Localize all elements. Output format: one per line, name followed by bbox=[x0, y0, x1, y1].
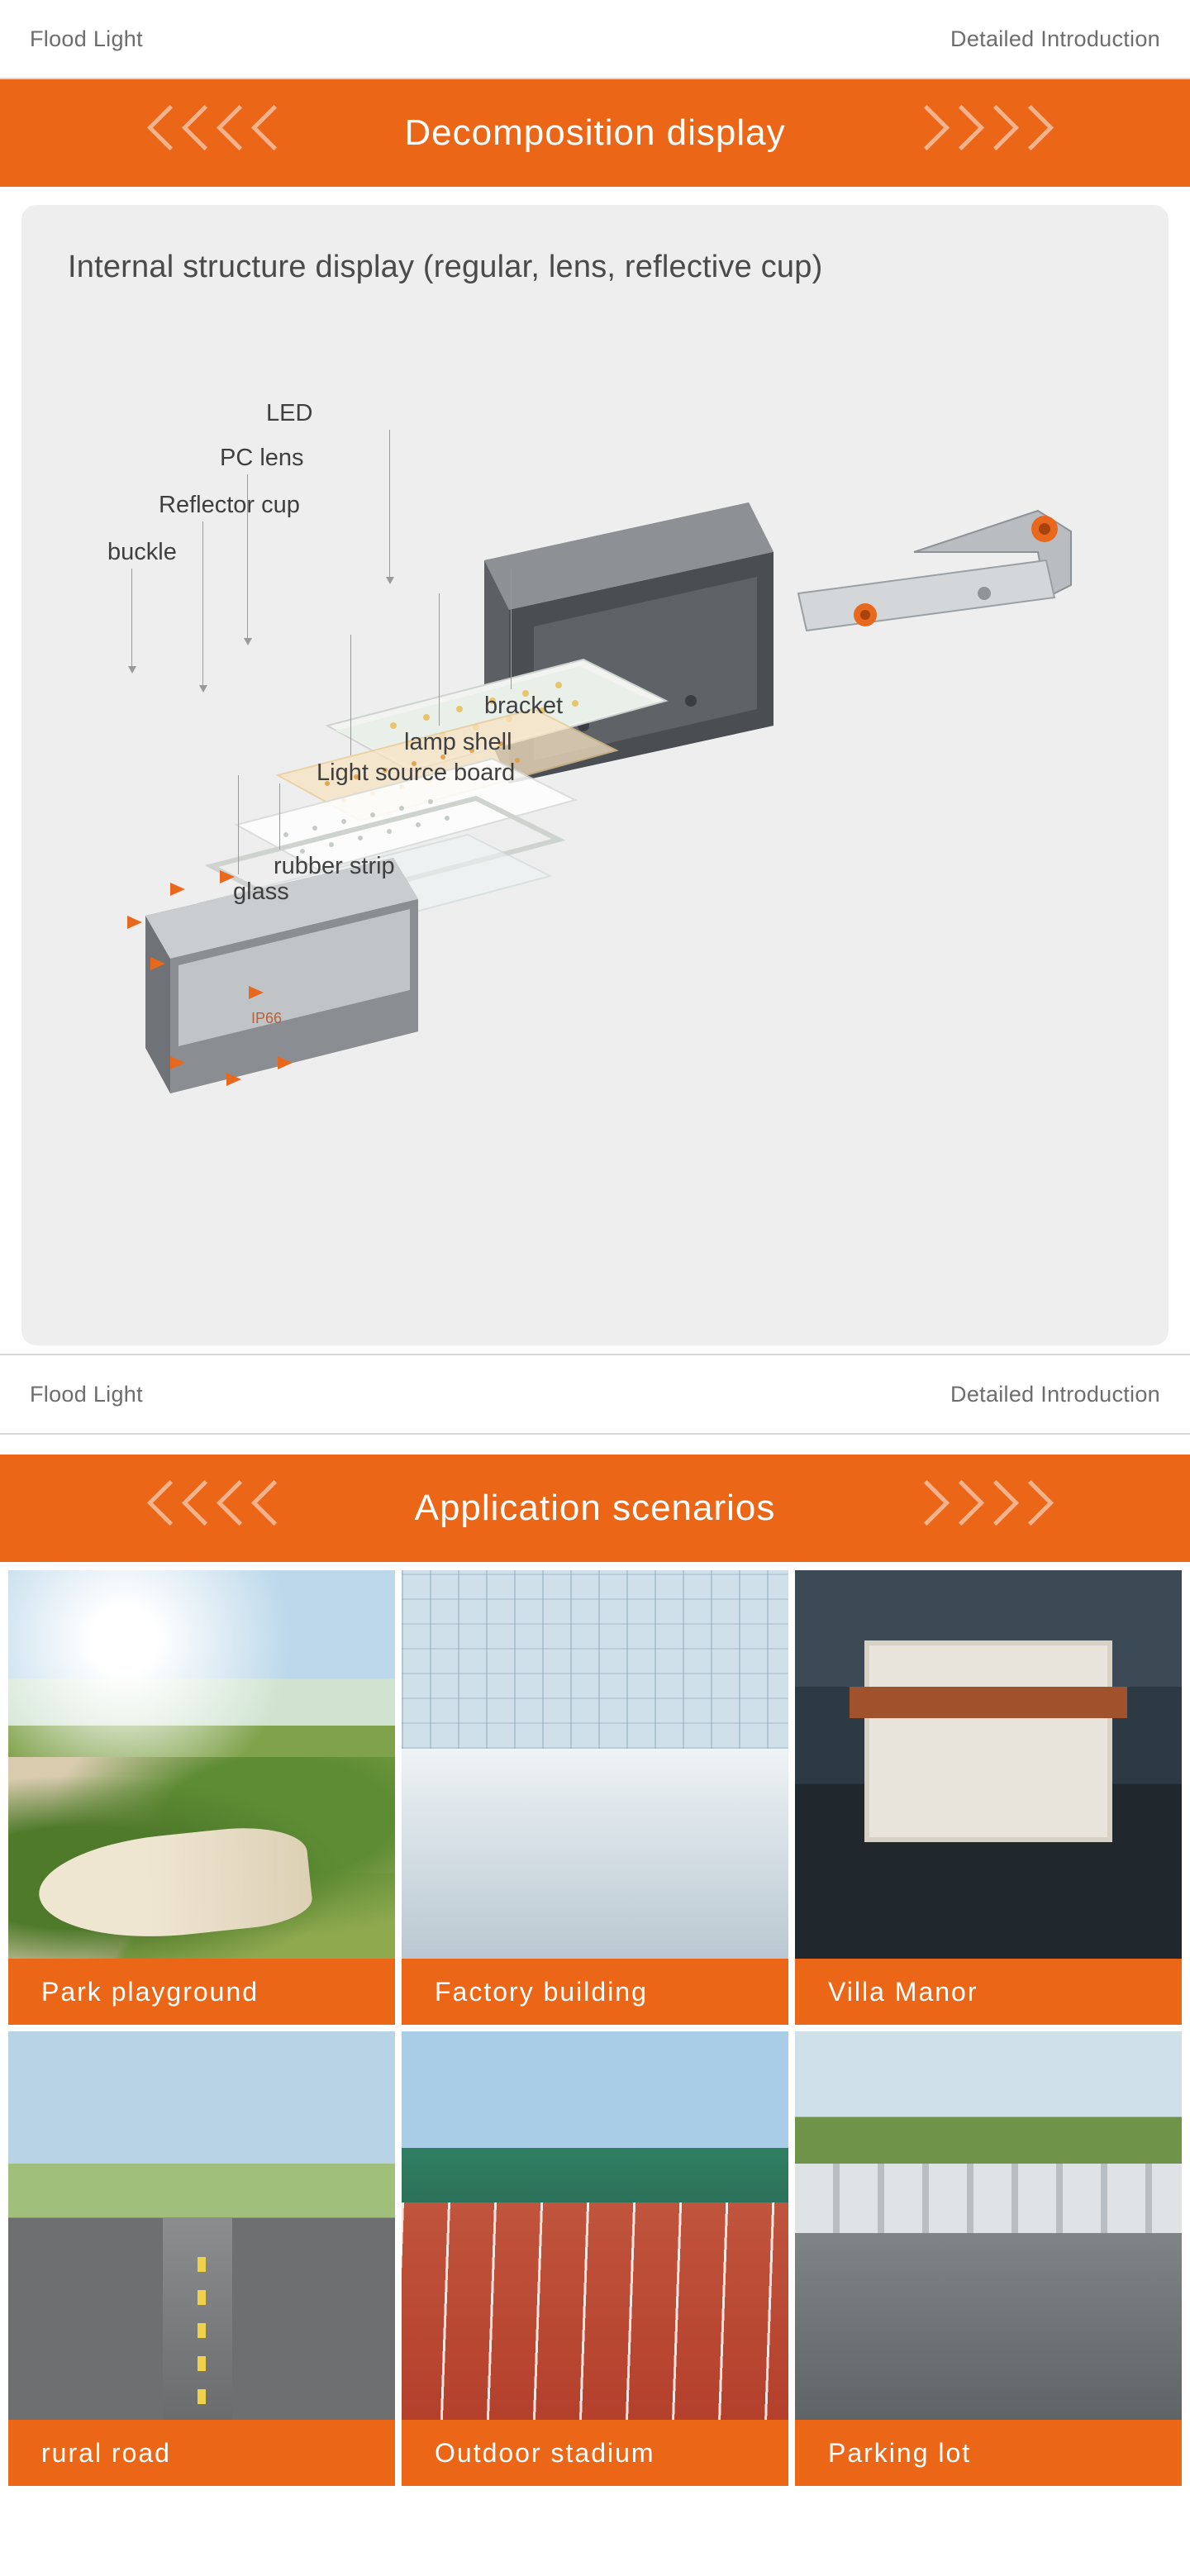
scenario-caption: Villa Manor bbox=[795, 1959, 1182, 2025]
leader-buckle bbox=[131, 569, 132, 668]
scenario-card-villa-manor[interactable] bbox=[795, 1570, 1182, 2025]
application-title-band bbox=[0, 1455, 1190, 1562]
leader-rubber-strip bbox=[279, 783, 280, 850]
chevron-right-icon bbox=[911, 112, 932, 155]
scenario-card-outdoor-stadium[interactable] bbox=[402, 2031, 788, 2486]
leader-arrow-reflector-cup bbox=[199, 685, 207, 693]
footer-right-label: Detailed Introduction bbox=[950, 1381, 1160, 1407]
chevron-left-icon bbox=[223, 112, 245, 155]
chevron-right-icon bbox=[980, 1487, 1002, 1530]
page-header-bar bbox=[0, 0, 1190, 79]
scenario-photo-park-playground bbox=[8, 1570, 395, 1959]
scenario-caption: rural road bbox=[8, 2420, 395, 2486]
chevron-left-icon bbox=[188, 1487, 210, 1530]
leader-arrow-buckle bbox=[128, 666, 136, 674]
header-left-label: Flood Light bbox=[30, 26, 143, 51]
scenario-photo-villa-manor bbox=[795, 1570, 1182, 1959]
chevron-right-icon bbox=[945, 1487, 967, 1530]
chevron-left-icon bbox=[188, 112, 210, 155]
footer-left-label: Flood Light bbox=[30, 1381, 143, 1407]
chevron-right-icon bbox=[1015, 1487, 1036, 1530]
decomposition-panel-heading: Internal structure display (regular, lens, reflective cup) bbox=[68, 250, 823, 284]
page-footer-bar bbox=[0, 1354, 1190, 1433]
label-pc-lens: PC lens bbox=[220, 445, 304, 471]
scenario-card-rural-road[interactable] bbox=[8, 2031, 395, 2486]
scenario-caption: Factory building bbox=[402, 1959, 788, 2025]
scenario-photo-rural-road bbox=[8, 2031, 395, 2420]
label-bracket: bracket bbox=[484, 693, 564, 719]
bracket-part bbox=[798, 511, 1071, 631]
chevron-left-icon bbox=[223, 1487, 245, 1530]
chevron-right-icon bbox=[911, 1487, 932, 1530]
leader-bracket bbox=[511, 569, 512, 689]
chevron-right-icon bbox=[1015, 112, 1036, 155]
chevron-ornament-right-2 bbox=[906, 1455, 1041, 1562]
svg-text:IP66: IP66 bbox=[251, 1010, 283, 1026]
chevron-left-icon bbox=[258, 1487, 279, 1530]
application-band-title: Application scenarios bbox=[414, 1488, 776, 1528]
scenario-caption: Parking lot bbox=[795, 2420, 1182, 2486]
decomposition-title-band bbox=[0, 79, 1190, 187]
label-rubber-strip: rubber strip bbox=[274, 853, 395, 879]
section-divider bbox=[0, 1433, 1190, 1435]
leader-light-source-board bbox=[350, 635, 351, 755]
label-glass: glass bbox=[233, 879, 289, 905]
chevron-right-icon bbox=[945, 112, 967, 155]
chevron-left-icon bbox=[154, 112, 175, 155]
decomposition-panel bbox=[21, 205, 1169, 1345]
scenario-photo-factory-building bbox=[402, 1570, 788, 1959]
scenario-card-park-playground[interactable] bbox=[8, 1570, 395, 2025]
chevron-ornament-left bbox=[149, 79, 284, 187]
label-light-source-board: Light source board bbox=[317, 759, 516, 786]
scenario-card-factory-building[interactable] bbox=[402, 1570, 788, 2025]
leader-led bbox=[389, 430, 390, 579]
scenario-caption: Outdoor stadium bbox=[402, 2420, 788, 2486]
scenario-card-parking-lot[interactable] bbox=[795, 2031, 1182, 2486]
decomposition-panel-wrapper bbox=[0, 187, 1190, 1354]
leader-glass bbox=[238, 775, 239, 874]
leader-arrow-pc-lens bbox=[244, 638, 252, 645]
label-buckle: buckle bbox=[107, 539, 177, 565]
scenario-photo-parking-lot bbox=[795, 2031, 1182, 2420]
chevron-ornament-left-2 bbox=[149, 1455, 284, 1562]
leader-lamp-shell bbox=[439, 593, 440, 726]
scenario-caption: Park playground bbox=[8, 1959, 395, 2025]
label-led: LED bbox=[266, 400, 313, 426]
application-scenario-grid bbox=[0, 1562, 1190, 2486]
label-lamp-shell: lamp shell bbox=[404, 729, 512, 755]
leader-arrow-led bbox=[386, 577, 394, 584]
header-right-label: Detailed Introduction bbox=[950, 26, 1160, 51]
chevron-left-icon bbox=[258, 112, 279, 155]
scenario-photo-outdoor-stadium bbox=[402, 2031, 788, 2420]
chevron-left-icon bbox=[154, 1487, 175, 1530]
decomposition-band-title: Decomposition display bbox=[404, 112, 786, 153]
chevron-right-icon bbox=[980, 112, 1002, 155]
leader-reflector-cup bbox=[202, 521, 203, 687]
chevron-ornament-right bbox=[906, 79, 1041, 187]
exploded-view-illustration bbox=[121, 453, 1096, 1279]
label-reflector-cup: Reflector cup bbox=[159, 492, 300, 518]
